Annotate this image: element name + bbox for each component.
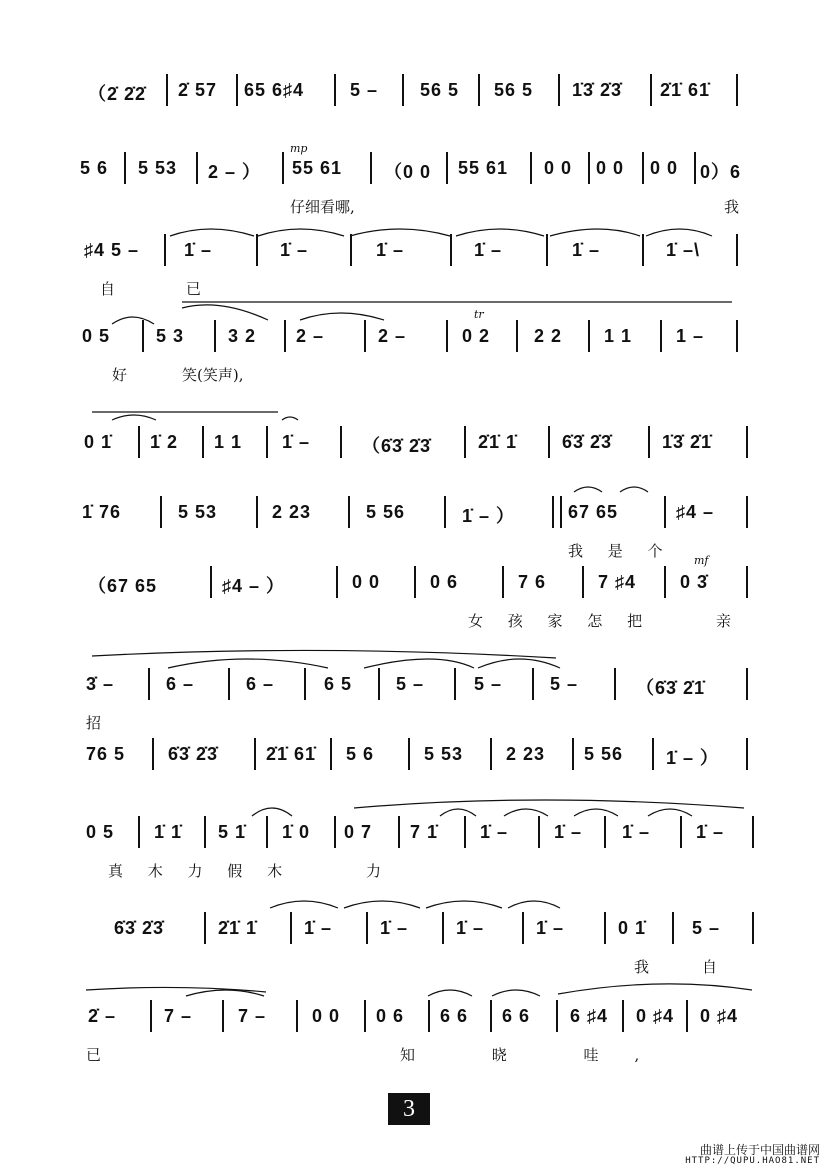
bar-line — [210, 566, 212, 598]
measure: 1̇ – — [376, 240, 405, 260]
bar-line — [414, 566, 416, 598]
measure: 55 61 — [292, 158, 343, 178]
bar-line — [330, 738, 332, 770]
bar-line — [548, 426, 550, 458]
bar-line — [228, 668, 230, 700]
bar-line — [164, 234, 166, 266]
bar-line — [522, 912, 524, 944]
measure: 1̇ – — [380, 918, 409, 938]
bar-line — [664, 496, 666, 528]
bar-line — [138, 816, 140, 848]
lyric: 真 木 力 假 木 — [108, 862, 293, 880]
bar-line — [366, 912, 368, 944]
measure: 76 5 — [86, 744, 126, 764]
measure: 1̇3̇ 2̇1̇ — [662, 432, 713, 452]
bar-line — [614, 668, 616, 700]
bar-line — [604, 912, 606, 944]
note-row — [0, 232, 826, 272]
measure: 5 53 — [178, 502, 218, 522]
bar-line — [370, 152, 372, 184]
measure: 1̇ 0 — [282, 822, 311, 842]
measure: 1̇ – — [184, 240, 213, 260]
measure: 5 – — [692, 918, 721, 938]
bar-line — [282, 152, 284, 184]
bar-line — [556, 1000, 558, 1032]
page-number: 3 — [388, 1093, 430, 1125]
bar-line — [348, 496, 350, 528]
measure: （0 0 — [384, 162, 432, 182]
measure: 0 ♯4 — [636, 1006, 675, 1026]
measure: 0 5 — [82, 326, 111, 346]
bar-line — [672, 912, 674, 944]
measure: 1̇ 76 — [82, 502, 122, 522]
lyric: 我 是 个 — [568, 542, 673, 560]
note-row — [0, 494, 826, 534]
bar-line — [340, 426, 342, 458]
lyric: 已 — [86, 1046, 102, 1064]
measure: 6̇3̇ 2̇3̇ — [562, 432, 613, 452]
bar-line — [138, 426, 140, 458]
note-row — [0, 910, 826, 950]
bar-line — [686, 1000, 688, 1032]
bar-line — [446, 152, 448, 184]
measure: 5 1̇ — [218, 822, 247, 842]
measure: 1̇ – — [696, 822, 725, 842]
measure: 5 53 — [138, 158, 178, 178]
measure: 7 6 — [518, 572, 547, 592]
bar-line — [202, 426, 204, 458]
bar-line — [538, 816, 540, 848]
measure: 1̇ – — [304, 918, 333, 938]
bar-line — [652, 738, 654, 770]
bar-line — [746, 668, 748, 700]
bar-line — [204, 816, 206, 848]
bar-line — [530, 152, 532, 184]
measure: 1̇ – ） — [462, 506, 516, 526]
measure: 0 6 — [376, 1006, 405, 1026]
measure: 65 6♯4 — [244, 80, 305, 100]
note-row — [0, 666, 826, 706]
lyric: 亲 — [716, 612, 732, 630]
measure: 5 6 — [80, 158, 109, 178]
bar-line — [582, 566, 584, 598]
bar-line — [378, 668, 380, 700]
bar-line — [622, 1000, 624, 1032]
measure: 0 0 — [544, 158, 573, 178]
lyric: 已 — [186, 280, 202, 298]
measure: 1̇ – — [280, 240, 309, 260]
measure: 7 – — [164, 1006, 193, 1026]
bar-line — [450, 234, 452, 266]
bar-line — [546, 234, 548, 266]
note-row — [0, 318, 826, 358]
note-row — [0, 424, 826, 464]
bar-line — [558, 74, 560, 106]
bar-line — [746, 738, 748, 770]
measure: 2 23 — [506, 744, 546, 764]
bar-line — [290, 912, 292, 944]
bar-line — [464, 816, 466, 848]
bar-line — [746, 496, 748, 528]
lyric: 我 — [634, 958, 650, 976]
measure: 1̇3̇ 2̇3̇ — [572, 80, 623, 100]
note-row — [0, 564, 826, 604]
lyric: 自 — [702, 958, 718, 976]
measure: 5 6 — [346, 744, 375, 764]
bar-line — [746, 426, 748, 458]
measure: 1̇ – — [554, 822, 583, 842]
trill-ornament: tr — [474, 308, 484, 321]
bar-line — [650, 74, 652, 106]
bar-line — [124, 152, 126, 184]
measure: 1̇ – — [622, 822, 651, 842]
bar-line — [736, 74, 738, 106]
bar-line — [166, 74, 168, 106]
bar-line — [296, 1000, 298, 1032]
bar-line — [648, 426, 650, 458]
bar-line — [694, 152, 696, 184]
note-row — [0, 998, 826, 1038]
measure: 0）6 — [700, 162, 742, 182]
watermark-site-name: 曲谱上传于中国曲谱网 — [699, 1143, 820, 1157]
measure: 2̇1̇ 1̇ — [478, 432, 518, 452]
lyric: 知 晓 哇, — [400, 1046, 676, 1064]
bar-line — [588, 152, 590, 184]
measure: 5 – — [550, 674, 579, 694]
measure: 0 0 — [596, 158, 625, 178]
bar-line — [642, 234, 644, 266]
measure: 6 – — [246, 674, 275, 694]
measure: 0 7 — [344, 822, 373, 842]
measure: 5 56 — [366, 502, 406, 522]
bar-line — [478, 74, 480, 106]
measure: ♯4 – — [676, 502, 715, 522]
lyric: 自 — [100, 280, 116, 298]
bar-line — [150, 1000, 152, 1032]
measure: 6 6 — [502, 1006, 531, 1026]
measure: 0 1̇ — [84, 432, 113, 452]
bar-line — [604, 816, 606, 848]
bar-line — [532, 668, 534, 700]
bar-line — [152, 738, 154, 770]
measure: 6 6 — [440, 1006, 469, 1026]
bar-line — [148, 668, 150, 700]
bar-line — [428, 1000, 430, 1032]
measure: 5 56 — [584, 744, 624, 764]
bar-line — [142, 320, 144, 352]
bar-line — [334, 74, 336, 106]
note-row — [0, 150, 826, 190]
lyric: 好 — [112, 366, 128, 384]
measure: 6̇3̇ 2̇3̇ — [114, 918, 165, 938]
measure: （6̇3̇ 2̇1̇ — [636, 678, 706, 698]
bar-line — [454, 668, 456, 700]
note-row — [0, 814, 826, 854]
measure: 1̇ – — [572, 240, 601, 260]
measure: 2̇ – — [88, 1006, 117, 1026]
bar-line — [572, 738, 574, 770]
measure: 3 2 — [228, 326, 257, 346]
bar-line — [736, 234, 738, 266]
bar-line — [444, 496, 446, 528]
measure: 2 2 — [534, 326, 563, 346]
measure: 5 – — [474, 674, 503, 694]
measure: 2 – — [296, 326, 325, 346]
bar-line — [446, 320, 448, 352]
measure: 6 5 — [324, 674, 353, 694]
bar-line — [204, 912, 206, 944]
measure: 0 6 — [430, 572, 459, 592]
measure: 0 0 — [650, 158, 679, 178]
bar-line — [502, 566, 504, 598]
measure: 56 5 — [420, 80, 460, 100]
measure: 0 0 — [352, 572, 381, 592]
dynamic-marking: mf — [694, 554, 709, 567]
measure: 0 ♯4 — [700, 1006, 739, 1026]
bar-line — [214, 320, 216, 352]
measure: 2̇1̇ 61̇ — [266, 744, 317, 764]
bar-line — [254, 738, 256, 770]
measure: 0 0 — [312, 1006, 341, 1026]
bar-line — [256, 496, 258, 528]
bar-line — [334, 816, 336, 848]
bar-line — [490, 1000, 492, 1032]
note-row — [0, 72, 826, 112]
bar-line — [746, 566, 748, 598]
measure: 5 – — [396, 674, 425, 694]
measure: 5 3 — [156, 326, 185, 346]
measure: 1̇ – — [480, 822, 509, 842]
dynamic-marking: mp — [290, 142, 308, 155]
measure: 2̇1̇ 61̇ — [660, 80, 711, 100]
lyric: 笑(笑声), — [182, 366, 244, 384]
note-row — [0, 736, 826, 776]
measure: 1̇ – — [282, 432, 311, 452]
measure: 2̇ 57 — [178, 80, 218, 100]
lyric: 仔细看哪, — [290, 198, 355, 216]
measure: 1̇ – — [474, 240, 503, 260]
measure: 1 1 — [214, 432, 243, 452]
bar-line — [350, 234, 352, 266]
lyric: 我 — [724, 198, 740, 216]
measure: 5 53 — [424, 744, 464, 764]
lyric: 力 — [366, 862, 382, 880]
measure: 1̇ – ） — [666, 748, 720, 768]
measure: 3̇ – — [86, 674, 115, 694]
measure: 56 5 — [494, 80, 534, 100]
measure: 7 ♯4 — [598, 572, 637, 592]
measure: 0 3̇ — [680, 572, 709, 592]
bar-line — [266, 816, 268, 848]
measure: 55 61 — [458, 158, 509, 178]
measure: 1̇ – — [456, 918, 485, 938]
measure: 1̇ –\ — [666, 240, 701, 260]
bar-line — [256, 234, 258, 266]
bar-line — [284, 320, 286, 352]
bar-line — [490, 738, 492, 770]
measure: 0 5 — [86, 822, 115, 842]
measure: 2 – ） — [208, 162, 262, 182]
bar-line — [752, 912, 754, 944]
bar-line — [680, 816, 682, 848]
measure: 0 2 — [462, 326, 491, 346]
bar-line — [442, 912, 444, 944]
bar-line — [408, 738, 410, 770]
measure: 6̇3̇ 2̇3̇ — [168, 744, 219, 764]
measure: 2 23 — [272, 502, 312, 522]
measure: 1̇ 1̇ — [154, 822, 183, 842]
bar-line — [304, 668, 306, 700]
bar-line — [364, 320, 366, 352]
measure: 6 ♯4 — [570, 1006, 609, 1026]
bar-line — [552, 496, 554, 528]
lyric: 招 — [86, 714, 102, 732]
measure: 0 1̇ — [618, 918, 647, 938]
bar-line — [236, 74, 238, 106]
bar-line — [516, 320, 518, 352]
watermark-url: HTTP://QUPU.HAO81.NET — [685, 1156, 820, 1166]
measure: 6 – — [166, 674, 195, 694]
measure: （2̇ 2̇2̇ — [88, 84, 147, 104]
measure: ♯4 – ） — [222, 576, 286, 596]
bar-line — [588, 320, 590, 352]
bar-line — [664, 566, 666, 598]
bar-line — [222, 1000, 224, 1032]
bar-line — [642, 152, 644, 184]
measure: 1̇ 2 — [150, 432, 179, 452]
bar-line — [402, 74, 404, 106]
bar-line — [464, 426, 466, 458]
bar-line — [736, 320, 738, 352]
measure: （6̇3̇ 2̇3̇ — [362, 436, 432, 456]
bar-line — [160, 496, 162, 528]
measure: 67 65 — [568, 502, 619, 522]
bar-line — [364, 1000, 366, 1032]
measure: 2 – — [378, 326, 407, 346]
measure: （67 65 — [88, 576, 158, 596]
measure: 1̇ – — [536, 918, 565, 938]
measure: 2̇1̇ 1̇ — [218, 918, 258, 938]
bar-line — [752, 816, 754, 848]
measure: 1 1 — [604, 326, 633, 346]
bar-line — [560, 496, 562, 528]
measure: ♯4 5 – — [84, 240, 140, 260]
bar-line — [196, 152, 198, 184]
lyric: 女 孩 家 怎 把 — [468, 612, 653, 630]
bar-line — [266, 426, 268, 458]
measure: 1 – — [676, 326, 705, 346]
measure: 7 1̇ — [410, 822, 439, 842]
bar-line — [398, 816, 400, 848]
bar-line — [660, 320, 662, 352]
bar-line — [336, 566, 338, 598]
measure: 7 – — [238, 1006, 267, 1026]
measure: 5 – — [350, 80, 379, 100]
